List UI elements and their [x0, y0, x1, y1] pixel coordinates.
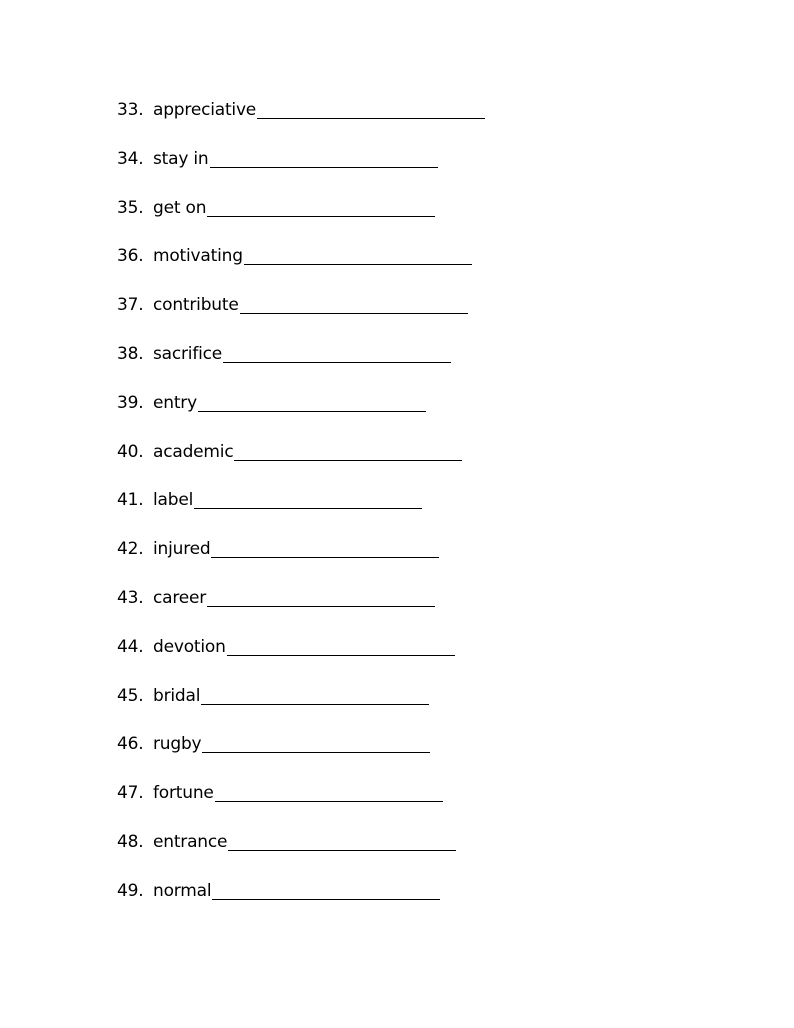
item-word: normal: [153, 880, 212, 901]
list-item: [117, 293, 485, 342]
list-item: [117, 342, 485, 391]
list-item: [117, 488, 485, 537]
item-word: sacrifice: [153, 343, 223, 364]
item-number: 37.: [117, 295, 144, 316]
item-number: 38.: [117, 343, 144, 364]
item-word: academic: [153, 441, 234, 462]
list-item: [117, 830, 485, 879]
answer-blank[interactable]: [234, 440, 462, 461]
answer-blank[interactable]: [227, 635, 455, 656]
item-number: 47.: [117, 783, 144, 804]
item-word: motivating: [153, 246, 243, 267]
answer-blank[interactable]: [207, 196, 435, 217]
answer-blank[interactable]: [198, 391, 426, 412]
item-number: 44.: [117, 636, 144, 657]
item-number: 33.: [117, 100, 144, 120]
item-word: contribute: [153, 295, 239, 316]
item-word: career: [153, 587, 207, 608]
item-word: injured: [153, 539, 211, 560]
item-number: 49.: [117, 880, 144, 901]
list-item: [117, 244, 485, 293]
item-number: 41.: [117, 490, 144, 511]
item-number: 46.: [117, 734, 144, 755]
answer-blank[interactable]: [257, 98, 485, 119]
list-item: [117, 635, 485, 684]
item-number: 36.: [117, 246, 144, 267]
list-item: [117, 684, 485, 733]
item-word: rugby: [153, 734, 202, 755]
item-word: get on: [153, 197, 207, 218]
list-item: [117, 391, 485, 440]
list-item: [117, 196, 485, 245]
answer-blank[interactable]: [207, 586, 435, 607]
list-item: [117, 781, 485, 830]
list-item: [117, 732, 485, 781]
answer-blank[interactable]: [223, 342, 451, 363]
list-item: [117, 98, 485, 147]
item-word: label: [153, 490, 194, 511]
list-item: [117, 879, 485, 928]
item-word: appreciative: [153, 100, 257, 120]
vocabulary-list: [117, 98, 485, 928]
item-number: 42.: [117, 539, 144, 560]
item-number: 40.: [117, 441, 144, 462]
list-item: [117, 586, 485, 635]
item-word: entry: [153, 392, 197, 413]
item-word: devotion: [153, 636, 226, 657]
answer-blank[interactable]: [202, 732, 430, 753]
answer-blank[interactable]: [215, 781, 443, 802]
answer-blank[interactable]: [201, 684, 429, 705]
item-word: stay in: [153, 148, 209, 169]
answer-blank[interactable]: [194, 488, 422, 509]
item-number: 48.: [117, 831, 144, 852]
item-word: bridal: [153, 685, 201, 706]
item-number: 43.: [117, 587, 144, 608]
item-number: 39.: [117, 392, 144, 413]
list-item: [117, 147, 485, 196]
item-number: 35.: [117, 197, 144, 218]
answer-blank[interactable]: [228, 830, 456, 851]
answer-blank[interactable]: [212, 879, 440, 900]
item-number: 45.: [117, 685, 144, 706]
answer-blank[interactable]: [211, 537, 439, 558]
list-item: [117, 440, 485, 489]
answer-blank[interactable]: [240, 293, 468, 314]
answer-blank[interactable]: [244, 244, 472, 265]
answer-blank[interactable]: [210, 147, 438, 168]
item-word: fortune: [153, 783, 214, 804]
item-word: entrance: [153, 831, 228, 852]
item-number: 34.: [117, 148, 144, 169]
list-item: [117, 537, 485, 586]
